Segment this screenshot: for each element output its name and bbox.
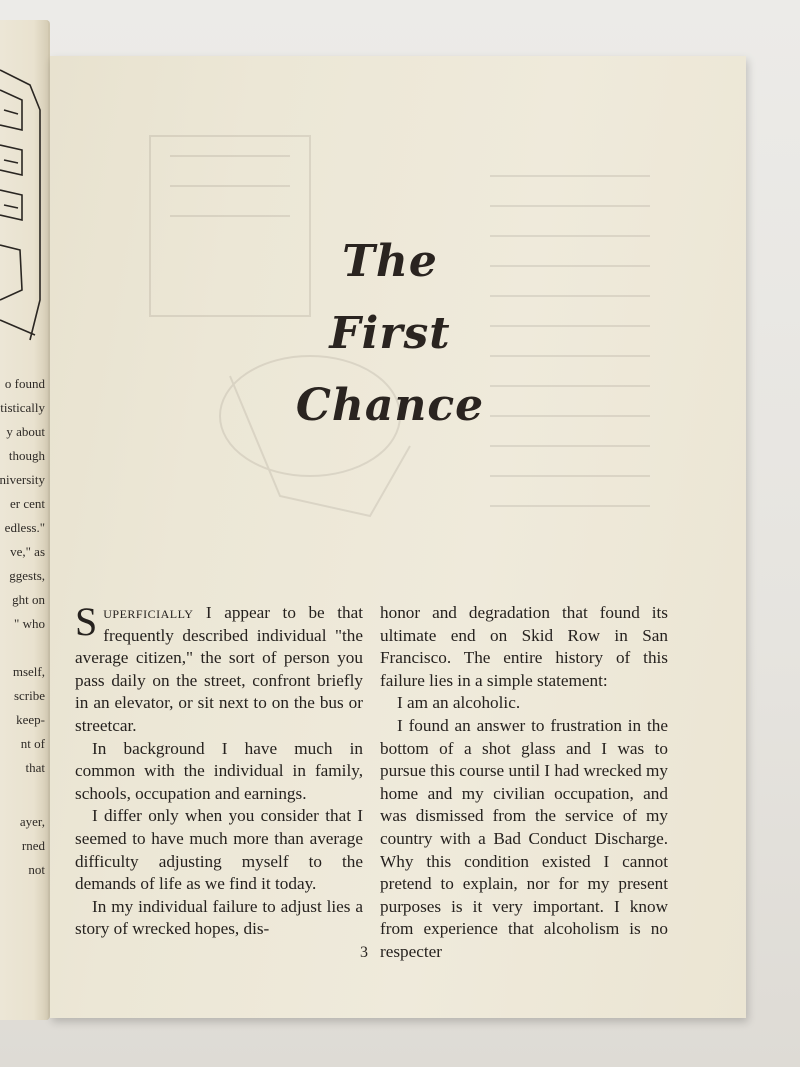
paragraph: I am an alcoholic.	[397, 693, 521, 713]
left-text-fragment: ve," as	[10, 544, 45, 559]
left-text-fragment: ayer,	[19, 814, 45, 829]
left-text-fragment: rned	[21, 838, 45, 853]
left-text-fragment: mself,	[12, 664, 45, 679]
left-text-fragment: keep-	[16, 712, 45, 727]
paragraph	[75, 599, 363, 738]
left-facing-page	[0, 20, 50, 1020]
left-text-fragment: edless."	[4, 520, 45, 535]
chapter-title	[280, 226, 500, 442]
left-text-fragment: y about	[6, 424, 45, 439]
left-text-fragment: scribe	[13, 688, 45, 703]
text-column-left	[75, 599, 363, 941]
left-text-fragment: o found	[4, 376, 45, 391]
left-page-illustration	[0, 50, 48, 350]
title-line: First	[329, 308, 451, 359]
book-page	[50, 56, 746, 1018]
paragraph: In background I have much in common with the individual in family, schools, occupation and earnings.	[75, 738, 363, 803]
left-text-fragment: that	[25, 760, 45, 775]
left-text-fragment: " who	[14, 616, 45, 631]
title-line: The	[342, 236, 438, 287]
page-number: 3	[360, 944, 368, 961]
left-text-fragment: though	[8, 448, 45, 463]
paragraph: I differ only when you consider that I seemed to have much more than average difficulty adjusting myself to the demands of life as we find it today.	[75, 806, 363, 894]
left-text-fragment: not	[28, 862, 45, 877]
left-text-fragment: tistically	[0, 400, 45, 415]
paragraph: I found an answer to frustration in the bottom of a shot glass and I was to pursue this course until I had wrecked my home and my civilian occupation, and was dismissed from the service of my country with a Bad Conduct Discharge. Why this condition existed I cannot pretend to explain, nor for my present purposes is it very important. I know from experience that alcoholism is no respecter	[380, 715, 668, 961]
lead-word: uperficially	[103, 603, 194, 622]
left-text-fragment: er cent	[9, 496, 45, 511]
left-text-fragment: niversity	[0, 472, 45, 487]
title-line: Chance	[295, 380, 485, 431]
drop-cap: S	[75, 599, 98, 644]
left-text-fragment: ght on	[12, 592, 45, 607]
left-text-fragment: ggests,	[9, 568, 45, 583]
left-text-fragment: nt of	[20, 736, 45, 751]
paragraph: In my individual failure to adjust lies a story of wrecked hopes, dis-	[75, 896, 363, 939]
paragraph: honor and degradation that found its ultimate end on Skid Row in San Francisco. The entire history of this failure lies in a simple statement:	[380, 603, 668, 690]
text-column-right	[380, 602, 668, 964]
paragraph-text: I appear to be that frequently described individual "the average citizen," the sort of person you pass daily on the street, confront briefly in an elevator, or sit next to on the bus or streetcar.	[75, 603, 363, 735]
